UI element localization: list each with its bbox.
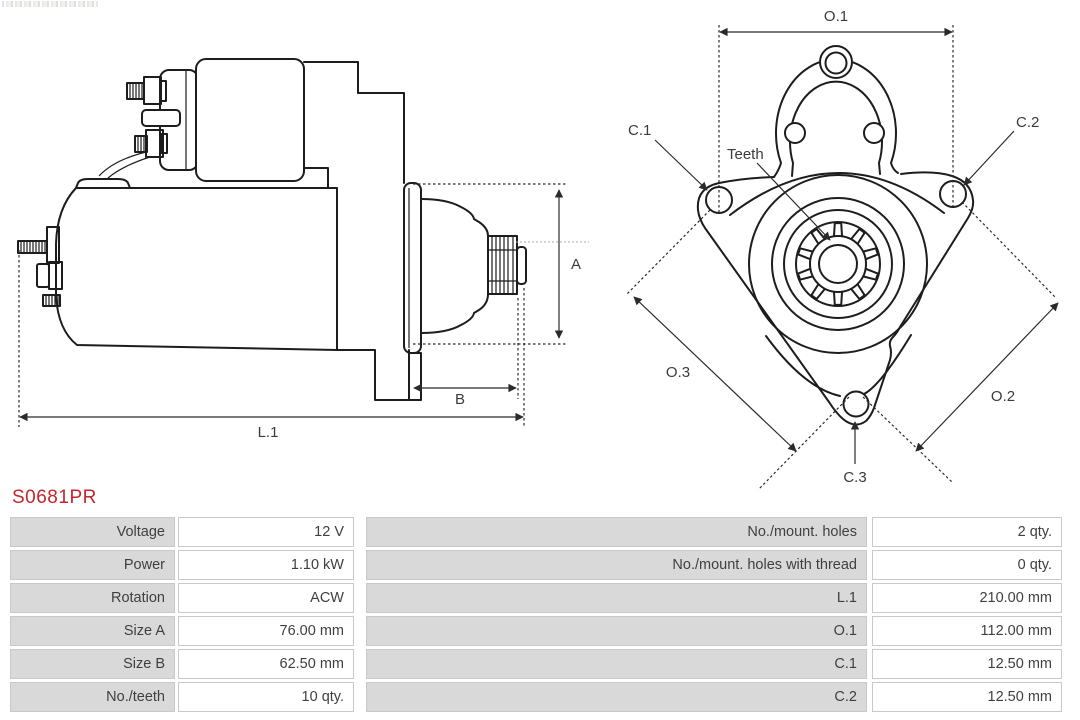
spec-value: 12.50 mm (872, 682, 1062, 712)
spec-value: 1.10 kW (178, 550, 354, 580)
spec-value: ACW (178, 583, 354, 613)
spec-row (10, 649, 1070, 679)
solenoid-terminal-nut (144, 77, 161, 104)
spec-value: 62.50 mm (178, 649, 354, 679)
spec-label: Size A (10, 616, 175, 646)
dim-label-o3: O.3 (665, 364, 691, 381)
spec-value: 76.00 mm (178, 616, 354, 646)
spec-label: No./teeth (10, 682, 175, 712)
drive-housing (421, 199, 488, 333)
spec-label: O.1 (366, 616, 867, 646)
spec-value: 12.50 mm (872, 649, 1062, 679)
spec-label: Voltage (10, 517, 175, 547)
gear-bore (819, 245, 857, 283)
spec-value: 210.00 mm (872, 583, 1062, 613)
spec-label: Power (10, 550, 175, 580)
teeth-label: Teeth (727, 146, 764, 163)
boss-shoulder (730, 173, 944, 215)
specifications-table (10, 517, 1070, 715)
motor-body (56, 188, 337, 350)
dome-hole (864, 123, 884, 143)
dim-label-a: A (571, 256, 582, 273)
spec-row (10, 550, 1070, 580)
dome-hole (826, 53, 847, 74)
mount-hole-c3 (844, 392, 869, 417)
stud-nut (37, 264, 49, 287)
spec-row (10, 517, 1070, 547)
spec-label: No./mount. holes with thread (366, 550, 867, 580)
solenoid-body (196, 59, 304, 181)
spec-row (10, 583, 1070, 613)
dim-label-l1: L.1 (257, 424, 279, 441)
front-view-drawing (627, 8, 1058, 490)
faint-logo-artifact (2, 1, 98, 7)
spec-label: Rotation (10, 583, 175, 613)
dim-label-o2: O.2 (990, 388, 1016, 405)
spec-label: C.1 (366, 649, 867, 679)
spec-row (10, 616, 1070, 646)
dim-label-c1: C.1 (628, 122, 652, 139)
spec-label: C.2 (366, 682, 867, 712)
part-number: S0681PR (12, 487, 97, 508)
dim-label-c3: C.3 (843, 469, 867, 486)
spec-value: 112.00 mm (872, 616, 1062, 646)
mount-foot (337, 350, 409, 400)
dim-label-o1: O.1 (823, 8, 849, 25)
flange-band (404, 183, 421, 353)
dim-label-c2: C.2 (1016, 114, 1040, 131)
spec-value: 2 qty. (872, 517, 1062, 547)
spec-value: 10 qty. (178, 682, 354, 712)
dome-hole (785, 123, 805, 143)
spec-label: No./mount. holes (366, 517, 867, 547)
gear (798, 223, 878, 305)
spec-value: 0 qty. (872, 550, 1062, 580)
side-view-drawing (18, 59, 589, 441)
shaft-end (517, 247, 526, 284)
bracket (304, 62, 404, 183)
wire (99, 152, 150, 178)
spec-label: L.1 (366, 583, 867, 613)
body-top-pad (76, 179, 130, 188)
spec-row (10, 682, 1070, 712)
spec-value: 12 V (178, 517, 354, 547)
dim-label-b: B (454, 391, 466, 408)
mount-hole-c2 (940, 181, 966, 207)
terminal-bar (142, 110, 180, 126)
spec-label: Size B (10, 649, 175, 679)
